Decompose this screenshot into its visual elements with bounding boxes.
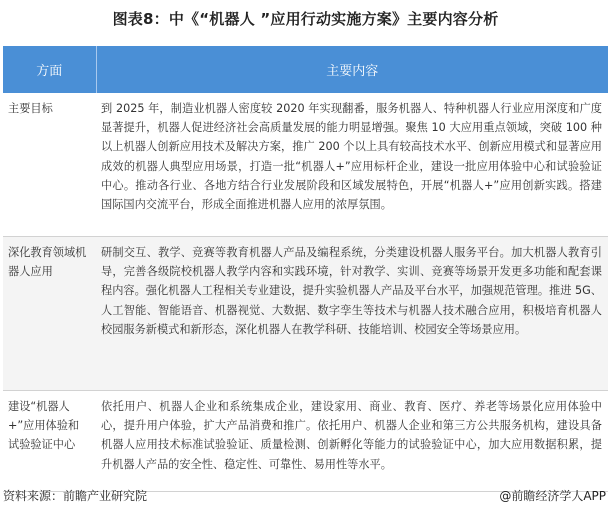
row-aspect: 深化教育领域机器人应用: [3, 237, 96, 391]
table-row: [3, 93, 608, 237]
row-content: 依托用户、机器人企业和系统集成企业，建设家用、商业、教育、医疗、养老等场景化应用体验中心，提升用户体验，扩大产品消费和推广。依托用户、机器人企业和第三方公共服务机构，建设具备机器人应用技术标准试验验证、质量检测、创新孵化等能力的试验验证中心，加大应用数据积累，提升机器人产品的安全性、稳定性、可靠性、易用性等水平。: [96, 391, 608, 492]
table-row: [3, 391, 608, 492]
brand-credit: @前瞻经济学人APP: [499, 489, 606, 503]
content-table: [3, 46, 608, 492]
table-row: [3, 237, 608, 391]
source-note: 资料来源：前瞻产业研究院: [3, 489, 148, 503]
header-content: 主要内容: [96, 46, 608, 93]
chart-title: 图表8：中《“机器人 ”应用行动实施方案》主要内容分析: [112, 10, 499, 28]
header-aspect: 方面: [3, 46, 96, 93]
row-aspect: 建设“机器人+”应用体验和试验验证中心: [3, 391, 96, 492]
table-header-row: [3, 46, 608, 93]
row-content: 研制交互、教学、竞赛等教育机器人产品及编程系统，分类建设机器人服务平台。加大机器人教育引导，完善各级院校机器人教学内容和实践环境，针对教学、实训、竞赛等场景开发更多功能和配套课程内容。强化机器人工程相关专业建设，提升实验机器人产品及平台水平，加强规范管理。推进 5G、人工智能、智能语音、机器视觉、大数据、数字孪生等技术与机器人技术融合应用，积极培育机器人校园服务新模式和新形态，深化机器人在教学科研、技能培训、校园安全等场景应用。: [96, 237, 608, 391]
row-aspect: 主要目标: [3, 93, 96, 237]
row-content: 到 2025 年，制造业机器人密度较 2020 年实现翻番，服务机器人、特种机器人行业应用深度和广度显著提升，机器人促进经济社会高质量发展的能力明显增强。聚焦 10 大应用重点领域，突破 100 种以上机器人创新应用技术及解决方案，推广 200 个以上具有较高技术水平、创新应用模式和显著应用成效的机器人典型应用场景，打造一批“机器人+”应用标杆企业，建设一批应用体验中心和试验验证中心。推动各行业、各地方结合行业发展阶段和区域发展特色，开展“机器人+”应用创新实践。搭建国际国内交流平台，形成全面推进机器人应用的浓厚氛围。: [96, 93, 608, 237]
